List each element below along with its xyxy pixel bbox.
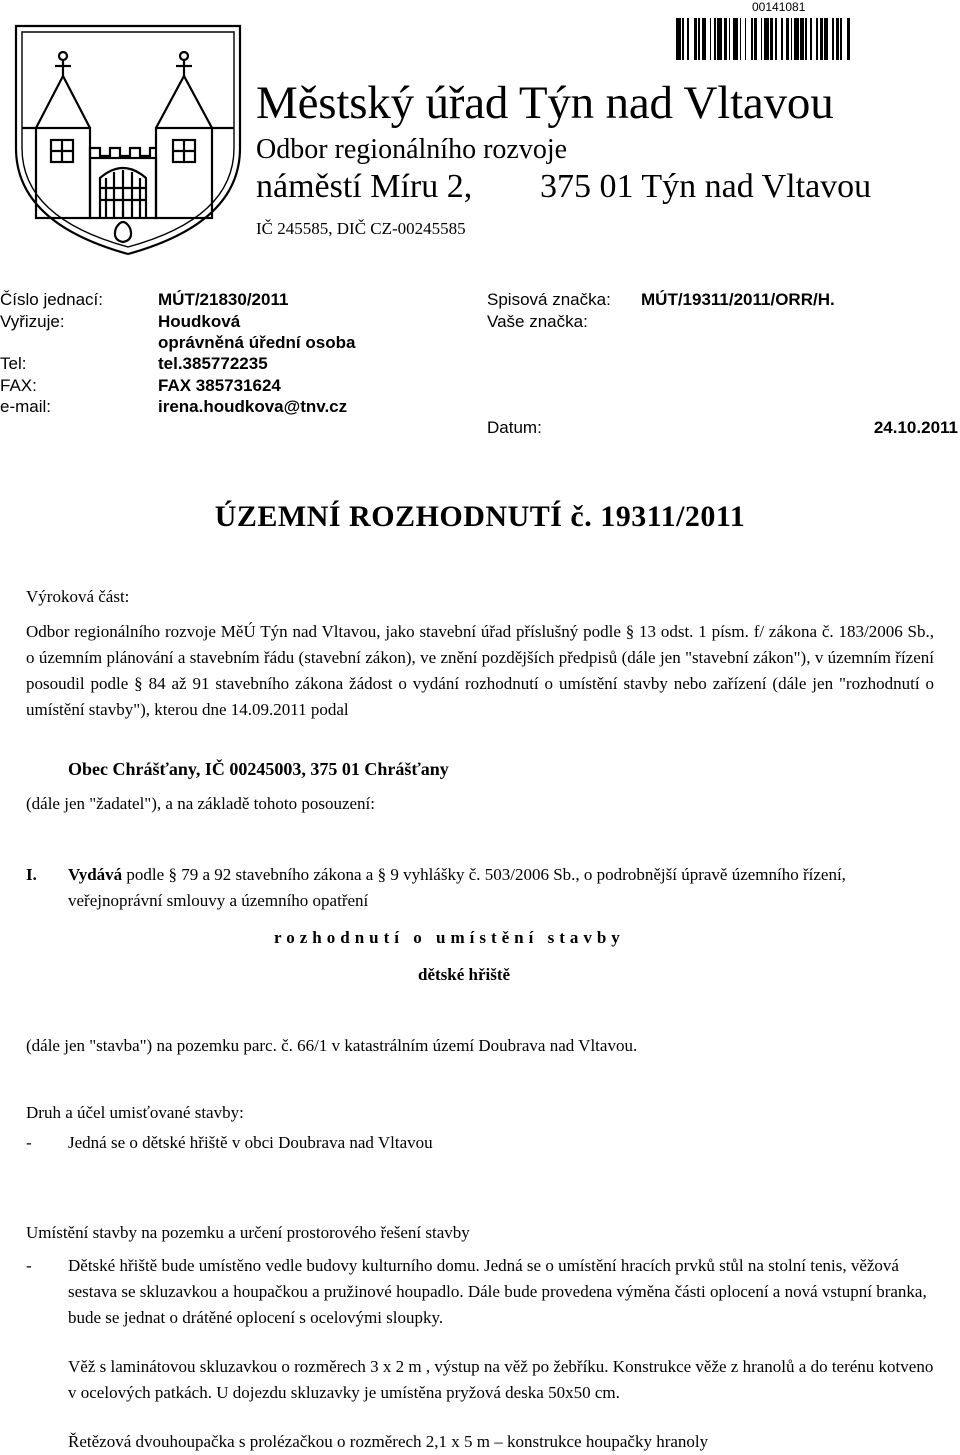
spaced-heading xyxy=(274,925,625,951)
spisova-label: Spisová značka: xyxy=(487,290,611,309)
datum-label: Datum: xyxy=(487,418,542,437)
spisova-value: MÚT/19311/2011/ORR/H. xyxy=(641,290,835,309)
applicant-note: (dále jen "žadatel"), a na základě tohoto posouzení: xyxy=(26,794,376,813)
document-title: ÚZEMNÍ ROZHODNUTÍ č. 19311/2011 xyxy=(214,500,746,533)
office-ids: IČ 245585, DIČ CZ-00245585 xyxy=(256,219,466,238)
email-label: e-mail: xyxy=(0,397,52,416)
vase-label: Vaše značka: xyxy=(487,312,588,331)
applicant: Obec Chrášťany, IČ 00245003, 375 01 Chrášťany xyxy=(68,759,449,779)
druh-dash: - xyxy=(26,1133,32,1152)
fax-value: FAX 385731624 xyxy=(158,376,281,395)
office-address xyxy=(256,168,872,206)
vyrizuje-label: Vyřizuje: xyxy=(0,312,65,331)
barcode-bar xyxy=(850,18,852,60)
email-value: irena.houdkova@tnv.cz xyxy=(158,397,348,416)
department-name: Odbor regionálního rozvoje xyxy=(256,134,568,165)
umisteni-paragraph-2: Věž s laminátovou skluzavkou o rozměrech 3 x 2 m , výstup na věž po žebříku. Konstrukce věže z hranolů a do terénu kotveno v ocelových patkách. U dojezdu skluzavky je umístěna pryžová deska 50x50 cm. xyxy=(68,1357,934,1402)
tel-label: Tel: xyxy=(0,354,27,373)
section-paragraph xyxy=(68,862,934,914)
intro-paragraph: Odbor regionálního rozvoje MěÚ Týn nad Vltavou, jako stavební úřad příslušný podle § 13 odst. 1 písm. f/ zákona č. 183/2006 Sb., o územním plánování a stavebním řádu (stavební zákon), ve znění pozdějších předpisů (dále jen "stavební zákon"), v územním řízení posoudil podle § 84 až 91 stavebního zákona žádost o vydání rozhodnutí o umístění stavby nebo zařízení (dále jen "rozhodnutí o umístění stavby"), kterou dne 14.09.2011 podal xyxy=(26,622,934,719)
vyrizuje-value: Houdková xyxy=(158,312,241,331)
location-paragraph: (dále jen "stavba") na pozemku parc. č. 66/1 v katastrálním území Doubrava nad Vltavou. xyxy=(26,1036,638,1055)
address-street: náměstí Míru 2, xyxy=(256,168,473,205)
vyrokova-heading: Výroková část: xyxy=(26,587,130,606)
barcode xyxy=(676,18,956,60)
fax-label: FAX: xyxy=(0,376,37,395)
osoba-value: oprávněná úřední osoba xyxy=(158,333,356,352)
umisteni-dash: - xyxy=(26,1256,32,1275)
tel-value: tel.385772235 xyxy=(158,354,268,373)
druh-heading: Druh a účel umisťované stavby: xyxy=(26,1103,244,1122)
cislo-label: Číslo jednací: xyxy=(0,290,103,309)
document-id: 00141081 xyxy=(752,0,806,14)
section-verb: Vydává xyxy=(68,865,123,884)
section-number: I. xyxy=(26,865,37,884)
city-crest-logo xyxy=(8,18,248,258)
object-name: dětské hřiště xyxy=(418,965,511,984)
spaced-heading-text: rozhodnutí o umístění stavby xyxy=(274,928,625,947)
datum-value: 24.10.2011 xyxy=(873,418,958,437)
office-name: Městský úřad Týn nad Vltavou xyxy=(256,77,834,129)
address-city: 375 01 Týn nad Vltavou xyxy=(540,168,872,205)
section-text: podle § 79 a 92 stavebního zákona a § 9 vyhlášky č. 503/2006 Sb., o podrobnější úpravě územního řízení, veřejnoprávní smlouvy a územního opatření xyxy=(68,865,846,910)
cislo-value: MÚT/21830/2011 xyxy=(158,290,289,309)
umisteni-paragraph-1: Dětské hřiště bude umístěno vedle budovy kulturního domu. Jedná se o umístění hracích prvků stůl na stolní tenis, věžová sestava se skluzavkou a houpačkou a pružinové houpadlo. Dále bude provedena výměna části oplocení a nová vstupní branka, bude se jednat o drátěné oplocení s ocelovými sloupky. xyxy=(68,1256,927,1327)
umisteni-paragraph-3: Řetězová dvouhoupačka s prolézačkou o rozměrech 2,1 x 5 m – konstrukce houpačky hranoly xyxy=(68,1432,709,1451)
druh-item: Jedná se o dětské hřiště v obci Doubrava nad Vltavou xyxy=(68,1133,433,1152)
umisteni-heading: Umístění stavby na pozemku a určení prostorového řešení stavby xyxy=(26,1223,470,1242)
